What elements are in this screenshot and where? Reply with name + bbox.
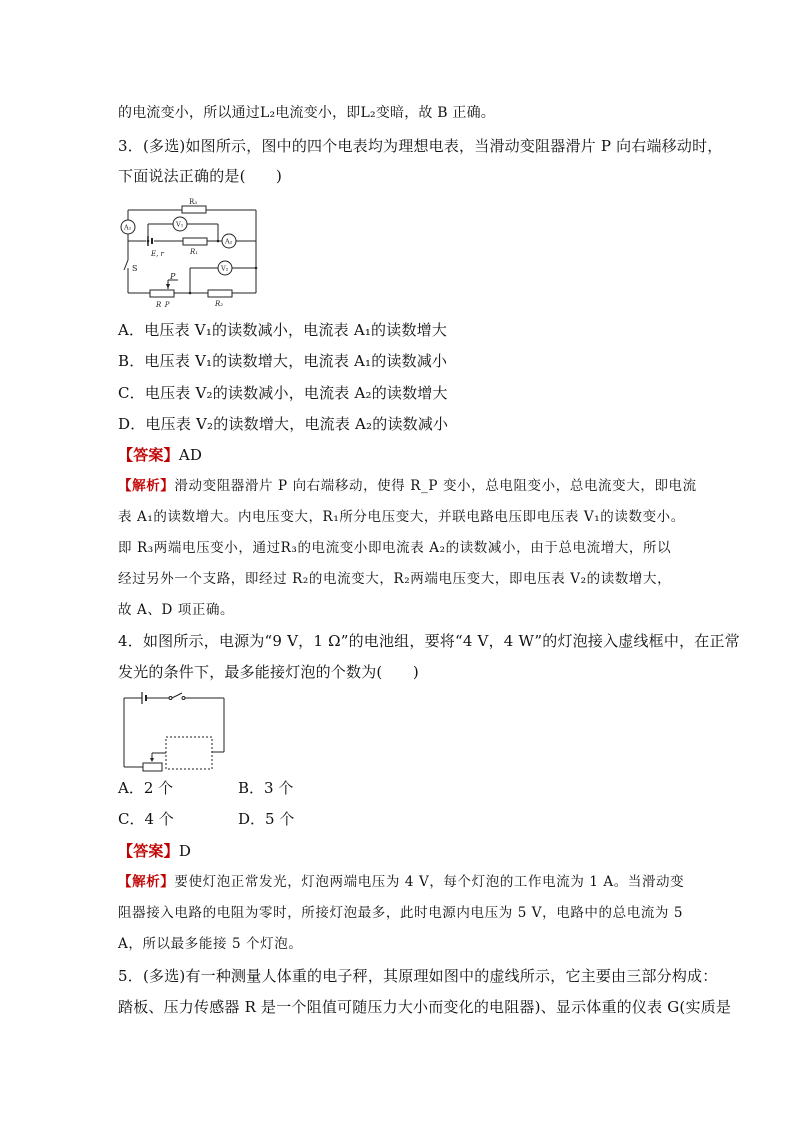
- q4-option-c: C．4 个: [118, 810, 174, 828]
- q4-option-d: D．5 个: [238, 810, 295, 828]
- q3-analysis-line-2: 表 A₁的读数增大。内电压变大，R₁所分电压变大，并联电路电压即电压表 V₁的读数变小。: [118, 509, 685, 525]
- analysis-text: 要使灯泡正常发光，灯泡两端电压为 4 V，每个灯泡的工作电流为 1 A。当滑动变: [174, 874, 685, 890]
- label-a2: A₂: [225, 237, 233, 246]
- q3-analysis-line-3: 即 R₃两端电压变小，通过R₃的电流变小即电流表 A₂的读数减小，由于总电流增大，所以: [118, 540, 672, 556]
- label-r2: R₂: [215, 300, 224, 308]
- q5-stem-line-1: 5．(多选)有一种测量人体重的电子秤，其原理如图中的虚线所示，它主要由三部分构成：: [118, 967, 718, 985]
- label-er: E, r: [151, 250, 164, 258]
- label-r1: R₁: [190, 248, 199, 256]
- answer-value: D: [178, 842, 192, 860]
- label-r3: R₃: [189, 198, 198, 206]
- q3-option-b: B．电压表 V₁的读数增大，电流表 A₁的读数减小: [118, 352, 448, 370]
- q3-option-c: C．电压表 V₂的读数减小，电流表 A₂的读数增大: [118, 384, 448, 402]
- answer-tag: 【答案】: [118, 842, 179, 860]
- analysis-text: 滑动变阻器滑片 P 向右端移动，使得 R_P 变小，总电阻变小，总电流变大，即电流: [174, 478, 697, 494]
- label-s: S: [132, 264, 138, 273]
- q3-analysis-line-1: [118, 476, 697, 496]
- continuation-line: 的电流变小，所以通过L₂电流变小，即L₂变暗，故 B 正确。: [118, 105, 496, 121]
- analysis-tag: 【解析】: [118, 478, 175, 494]
- q3-option-a: A．电压表 V₁的读数减小，电流表 A₁的读数增大: [118, 321, 448, 339]
- answer-value: AD: [178, 446, 203, 464]
- q4-circuit-diagram: [118, 690, 233, 775]
- label-rp: R_P: [156, 301, 170, 308]
- q3-option-d: D．电压表 V₂的读数增大，电流表 A₂的读数减小: [118, 415, 449, 433]
- q4-option-b: B．3 个: [238, 779, 294, 797]
- q3-answer: [118, 445, 202, 465]
- q4-stem-line-2: 发光的条件下，最多能接灯泡的个数为( ): [118, 663, 419, 681]
- q3-stem-line-2: 下面说法正确的是( ): [118, 167, 283, 185]
- analysis-tag: 【解析】: [118, 874, 175, 890]
- q4-analysis-line-3: A，所以最多能接 5 个灯泡。: [118, 936, 303, 952]
- q4-stem-line-1: 4．如图所示，电源为“9 V，1 Ω”的电池组，要将“4 V，4 W”的灯泡接入虚线框中，在正常: [118, 632, 740, 650]
- q3-analysis-line-4: 经过另外一个支路，即经过 R₂的电流变大，R₂两端电压变大，即电压表 V₂的读数增大，: [118, 571, 672, 587]
- q3-circuit-diagram: [118, 196, 263, 308]
- q4-option-a: A．2 个: [118, 779, 174, 797]
- answer-tag: 【答案】: [118, 446, 179, 464]
- q4-analysis-line-1: [118, 872, 684, 892]
- q3-stem-line-1: 3．(多选)如图所示，图中的四个电表均为理想电表，当滑动变阻器滑片 P 向右端移动时，: [118, 137, 723, 155]
- q4-analysis-line-2: 阻器接入电路的电阻为零时，所接灯泡最多，此时电源内电压为 5 V，电路中的总电流为 5: [118, 905, 684, 921]
- q4-answer: [118, 841, 191, 861]
- label-v1: V₁: [176, 220, 184, 229]
- label-a1: A₁: [124, 223, 132, 232]
- label-v2: V₂: [221, 264, 229, 273]
- q3-analysis-line-5: 故 A、D 项正确。: [118, 602, 235, 618]
- label-p: P: [170, 272, 176, 281]
- q5-stem-line-2: 踏板、压力传感器 R 是一个阻值可随压力大小而变化的电阻器)、显示体重的仪表 G(实质是: [118, 998, 732, 1016]
